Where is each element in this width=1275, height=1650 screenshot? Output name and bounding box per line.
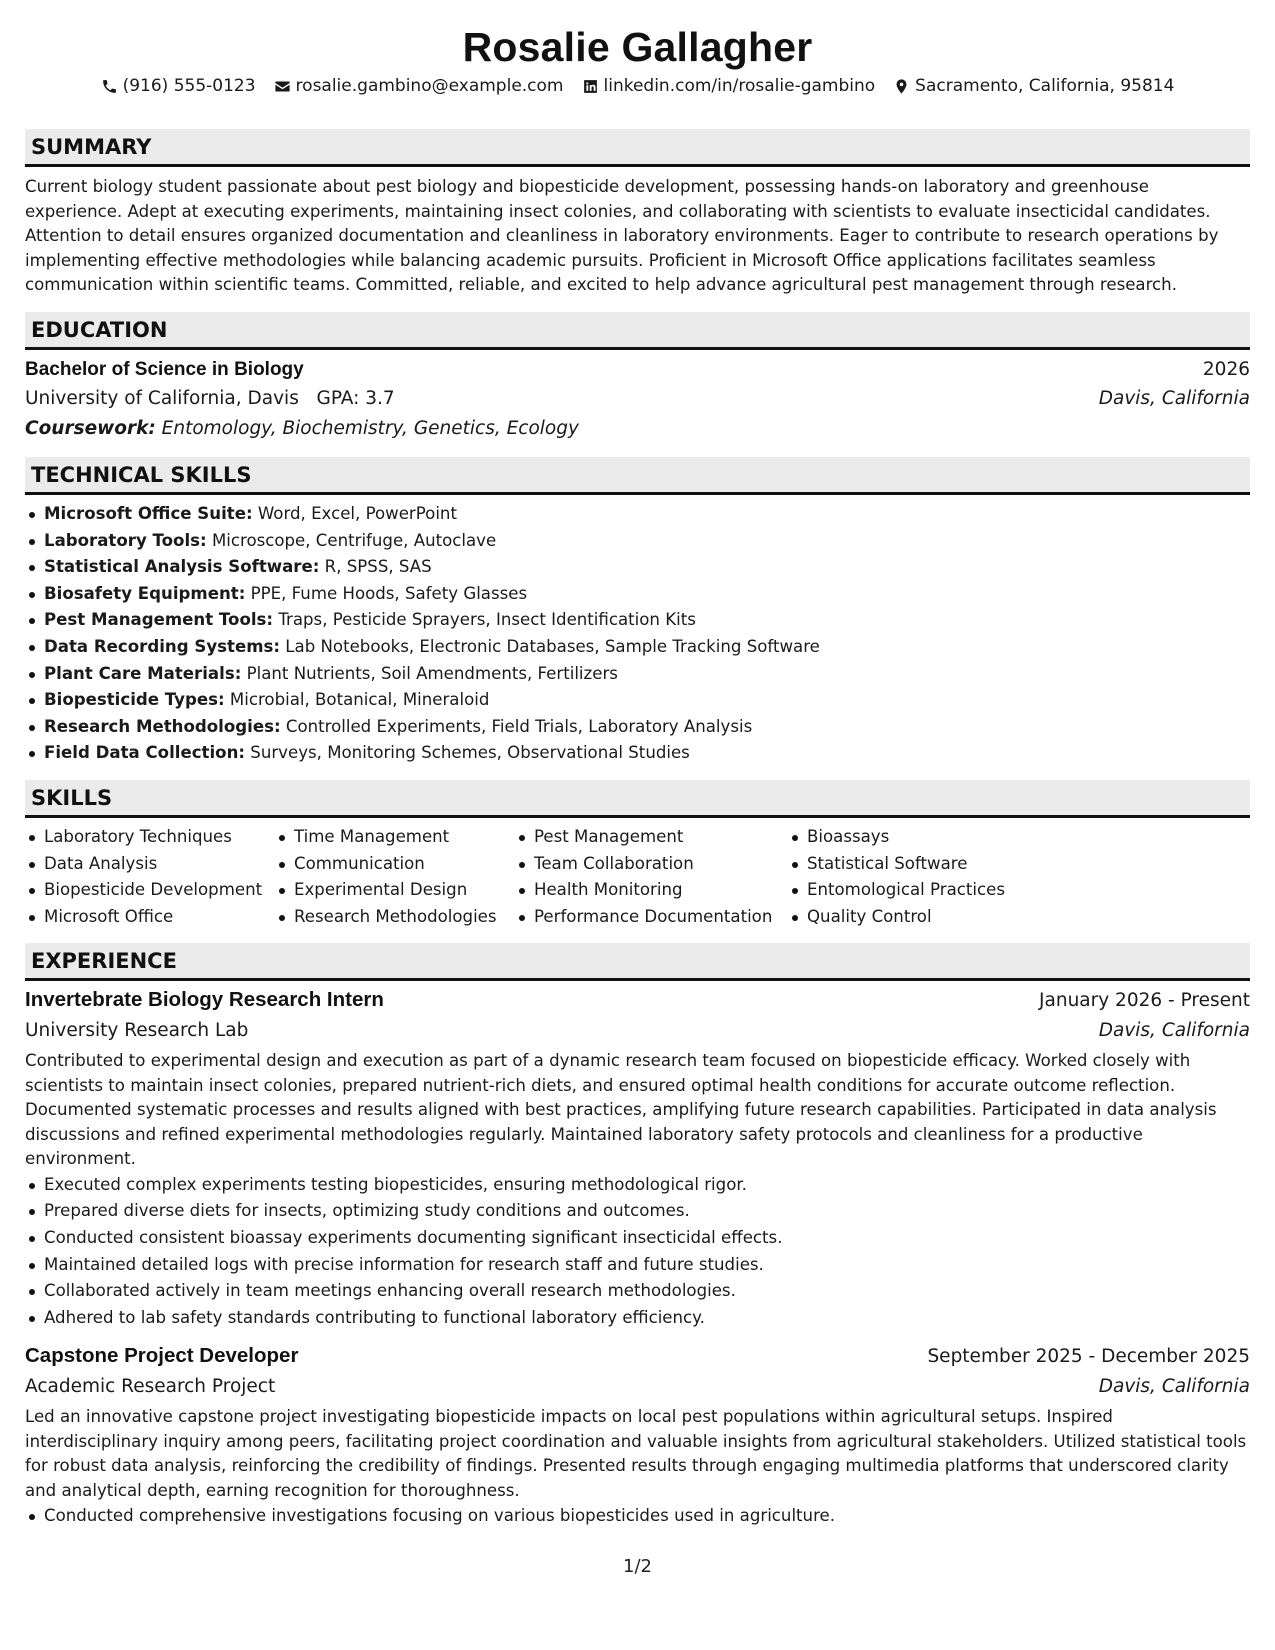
skill-values: Controlled Experiments, Field Trials, Laboratory Analysis bbox=[285, 716, 753, 736]
school-line bbox=[25, 384, 395, 414]
list-item: Team Collaboration bbox=[534, 851, 788, 878]
list-item: Executed complex experiments testing biopesticides, ensuring methodological rigor. bbox=[44, 1172, 1250, 1199]
contact-linkedin[interactable] bbox=[582, 75, 876, 97]
technical-skills-list bbox=[25, 501, 1250, 767]
skill-category: Biopesticide Types: bbox=[44, 690, 225, 710]
education-degree-row bbox=[25, 355, 1250, 385]
job-description: Contributed to experimental design and execution as part of a dynamic research team focused on biopesticide efficacy. Worked closely with scientists to maintain insect colonies, prepared nutrient-rich diets, and ensured optimal health conditions for accurate outcome reflection. Documented systematic processes and results aligned with best practices, amplifying future research capabilities. Participated in data analysis discussions and refined experimental methodologies regularly. Maintained laboratory safety protocols and cleanliness for a productive environment. bbox=[25, 1051, 1217, 1169]
job-org-row bbox=[25, 1372, 1250, 1402]
list-item: Collaborated actively in team meetings enhancing overall research methodologies. bbox=[44, 1278, 1250, 1305]
list-item: Data Analysis bbox=[44, 851, 275, 878]
list-item bbox=[44, 687, 1250, 714]
list-item: Adhered to lab safety standards contributing to functional laboratory efficiency. bbox=[44, 1305, 1250, 1332]
graduation-year: 2026 bbox=[1202, 358, 1250, 380]
list-item: Maintained detailed logs with precise information for research staff and future studies. bbox=[44, 1252, 1250, 1279]
list-item: Health Monitoring bbox=[534, 877, 788, 904]
job-location: Davis, California bbox=[1098, 1375, 1250, 1397]
list-item: Research Methodologies bbox=[294, 904, 515, 931]
job-bullets bbox=[25, 1172, 1250, 1332]
education-heading: EDUCATION bbox=[25, 312, 1250, 350]
skills-column bbox=[25, 824, 275, 930]
list-item bbox=[44, 581, 1250, 608]
page-number: 1/2 bbox=[623, 1556, 652, 1577]
list-item: Entomological Practices bbox=[807, 877, 1037, 904]
skills-column bbox=[788, 824, 1037, 930]
coursework-row bbox=[25, 414, 1250, 444]
job-org: University Research Lab bbox=[25, 1019, 249, 1041]
skill-category: Field Data Collection: bbox=[44, 743, 246, 763]
skill-values: PPE, Fume Hoods, Safety Glasses bbox=[250, 583, 528, 603]
list-item: Statistical Software bbox=[807, 851, 1037, 878]
list-item: Experimental Design bbox=[294, 877, 515, 904]
skills-column bbox=[275, 824, 515, 930]
linkedin-icon bbox=[582, 78, 599, 95]
job-entry bbox=[25, 1341, 1250, 1530]
skill-category: Microsoft Office Suite: bbox=[44, 504, 253, 523]
list-item: Quality Control bbox=[807, 904, 1037, 931]
list-item bbox=[44, 740, 1250, 767]
technical-skills-section bbox=[25, 457, 1250, 767]
education-school-row bbox=[25, 384, 1250, 414]
job-title-row bbox=[25, 1341, 1250, 1372]
experience-section bbox=[25, 943, 1250, 1530]
list-item: Time Management bbox=[294, 824, 515, 851]
resume-page bbox=[25, 22, 1250, 1530]
coursework-line bbox=[25, 414, 579, 444]
gpa: GPA: 3.7 bbox=[316, 388, 395, 409]
skills-grid bbox=[25, 824, 1250, 930]
skill-category: Statistical Analysis Software: bbox=[44, 557, 320, 577]
map-pin-icon bbox=[893, 78, 910, 95]
list-item: Pest Management bbox=[534, 824, 788, 851]
job-location: Davis, California bbox=[1098, 1019, 1250, 1041]
list-item: Prepared diverse diets for insects, optimizing study conditions and outcomes. bbox=[44, 1198, 1250, 1225]
degree-title: Bachelor of Science in Biology bbox=[25, 358, 304, 380]
skill-values: Surveys, Monitoring Schemes, Observational Studies bbox=[250, 743, 690, 763]
list-item bbox=[44, 714, 1250, 741]
list-item: Laboratory Techniques bbox=[44, 824, 275, 851]
contact-email[interactable] bbox=[274, 75, 564, 97]
technical-skills-heading: TECHNICAL SKILLS bbox=[25, 457, 1250, 495]
contact-bar bbox=[25, 75, 1250, 97]
skill-values: Microbial, Botanical, Mineraloid bbox=[229, 690, 490, 710]
email-link[interactable]: rosalie.gambino@example.com bbox=[295, 76, 564, 96]
list-item: Performance Documentation bbox=[534, 904, 788, 931]
contact-location bbox=[893, 75, 1174, 97]
phone-icon bbox=[101, 78, 118, 95]
school-name: University of California, Davis bbox=[25, 388, 299, 409]
list-item: Communication bbox=[294, 851, 515, 878]
education-section bbox=[25, 312, 1250, 444]
skill-category: Plant Care Materials: bbox=[44, 663, 242, 683]
job-dates: January 2026 - Present bbox=[1039, 990, 1250, 1012]
list-item: Conducted consistent bioassay experiments documenting significant insecticidal effects. bbox=[44, 1225, 1250, 1252]
skill-category: Biosafety Equipment: bbox=[44, 583, 246, 603]
list-item bbox=[44, 528, 1250, 555]
job-title-row bbox=[25, 985, 1250, 1016]
candidate-name: Rosalie Gallagher bbox=[462, 24, 813, 70]
job-bullets bbox=[25, 1503, 1250, 1530]
skill-category: Data Recording Systems: bbox=[44, 636, 280, 656]
phone-text: (916) 555-0123 bbox=[122, 76, 256, 96]
skill-category: Laboratory Tools: bbox=[44, 530, 207, 550]
envelope-icon bbox=[274, 78, 291, 95]
job-dates: September 2025 - December 2025 bbox=[927, 1346, 1250, 1368]
list-item bbox=[44, 661, 1250, 688]
skills-heading: SKILLS bbox=[25, 780, 1250, 818]
skill-category: Research Methodologies: bbox=[44, 716, 281, 736]
skill-values: Word, Excel, PowerPoint bbox=[257, 504, 457, 523]
coursework-label: Coursework: bbox=[25, 417, 156, 439]
list-item bbox=[44, 634, 1250, 661]
skill-category: Pest Management Tools: bbox=[44, 610, 274, 630]
linkedin-link[interactable]: linkedin.com/in/rosalie-gambino bbox=[603, 76, 876, 96]
skill-values: Lab Notebooks, Electronic Databases, Sample Tracking Software bbox=[285, 636, 820, 656]
job-org-row bbox=[25, 1016, 1250, 1046]
coursework-list: Entomology, Biochemistry, Genetics, Ecology bbox=[161, 417, 579, 439]
summary-heading: SUMMARY bbox=[25, 129, 1250, 167]
skill-values: Microscope, Centrifuge, Autoclave bbox=[211, 530, 497, 550]
job-description: Led an innovative capstone project investigating biopesticide impacts on local pest populations within agricultural setups. Inspired interdisciplinary inquiry among peers, facilitating project coordination and valuable insights from agricultural stakeholders. Utilized statistical tools for robust data analysis, reinforcing the credibility of findings. Presented results through engaging multimedia platforms that underscored clarity and analytical depth, earning recognition for thoroughness. bbox=[25, 1407, 1247, 1500]
skill-values: Traps, Pesticide Sprayers, Insect Identification Kits bbox=[278, 610, 696, 630]
list-item: Biopesticide Development bbox=[44, 877, 275, 904]
contact-phone bbox=[101, 75, 256, 97]
summary-text: Current biology student passionate about pest biology and biopesticide development, possessing hands-on laboratory and greenhouse experience. Adept at executing experiments, maintaining insect colonies, and collaborating with scientists to evaluate insecticidal candidates. Attention to detail ensures organized documentation and cleanliness in laboratory environments. Eager to contribute to research operations by implementing effective methodologies while balancing academic pursuits. Proficient in Microsoft Office applications facilitates seamless communication within scientific teams. Committed, reliable, and excited to help advance agricultural pest management through research. bbox=[25, 177, 1219, 294]
list-item bbox=[44, 554, 1250, 581]
skill-values: Plant Nutrients, Soil Amendments, Fertilizers bbox=[246, 663, 618, 683]
summary-section bbox=[25, 129, 1250, 298]
job-title: Capstone Project Developer bbox=[25, 1344, 299, 1368]
school-location: Davis, California bbox=[1098, 388, 1250, 409]
list-item: Bioassays bbox=[807, 824, 1037, 851]
experience-heading: EXPERIENCE bbox=[25, 943, 1250, 981]
skills-column bbox=[515, 824, 788, 930]
list-item: Microsoft Office bbox=[44, 904, 275, 931]
skills-section bbox=[25, 780, 1250, 930]
job-title: Invertebrate Biology Research Intern bbox=[25, 988, 384, 1012]
job-org: Academic Research Project bbox=[25, 1375, 276, 1397]
list-item bbox=[44, 501, 1250, 528]
list-item bbox=[44, 607, 1250, 634]
list-item: Conducted comprehensive investigations focusing on various biopesticides used in agriculture. bbox=[44, 1503, 1250, 1530]
job-entry bbox=[25, 985, 1250, 1331]
skill-values: R, SPSS, SAS bbox=[324, 557, 432, 577]
location-text: Sacramento, California, 95814 bbox=[915, 76, 1175, 96]
